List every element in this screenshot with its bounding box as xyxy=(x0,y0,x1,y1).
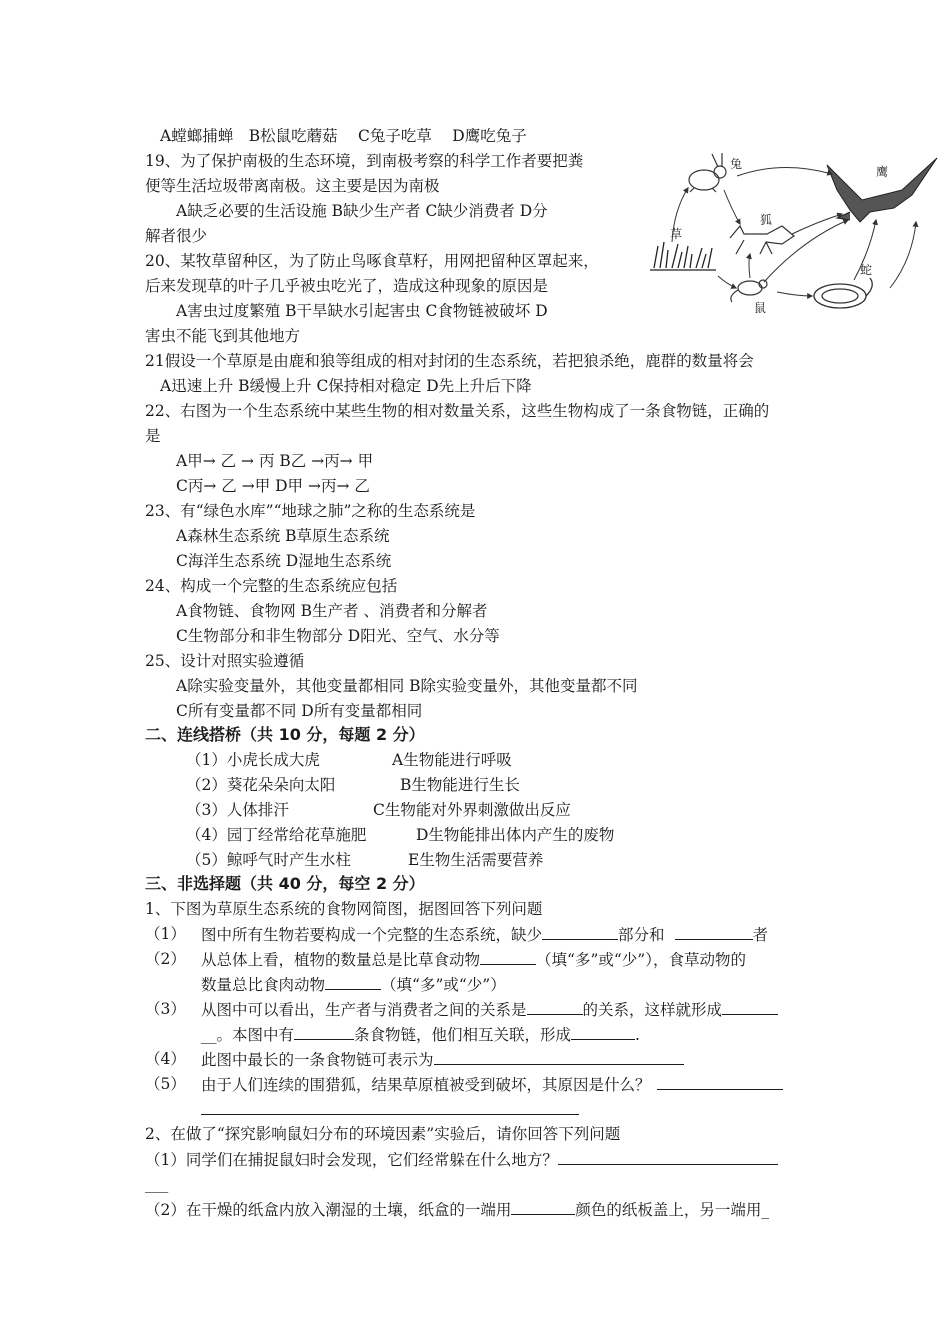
q20-stem-2: 后来发现草的叶子几乎被虫吃光了，造成这种现象的原因是 xyxy=(145,277,549,295)
s3-q1-p3-number: （3） xyxy=(145,1000,186,1018)
blank-5[interactable] xyxy=(527,999,583,1015)
mouse-drawing xyxy=(731,280,767,302)
q20-options-2: 害虫不能飞到其他地方 xyxy=(145,327,301,345)
s3-q2-intro: 2、在做了“探究影响鼠妇分布的环境因素”实验后，请你回答下列问题 xyxy=(145,1125,621,1143)
q20-stem-1: 20、某牧草留种区，为了防止鸟啄食草籽，用网把留种区罩起来， xyxy=(145,252,599,270)
s3-q2-p2: （2）在干燥的纸盒内放入潮湿的土壤，纸盒的一端用 颜色的纸板盖上，另一端用_ xyxy=(145,1201,770,1219)
blank-8[interactable] xyxy=(571,1024,635,1040)
match-right-5: E生物生活需要营养 xyxy=(408,851,544,869)
q25-stem: 25、设计对照实验遵循 xyxy=(145,652,305,670)
q21-stem: 21假设一个草原是由鹿和狼等组成的相对封闭的生态系统，若把狼杀绝，鹿群的数量将会 xyxy=(145,352,754,370)
s3-q1-p2: 从总体上看，植物的数量总是比草食动物 （填“多”或“少”），食草动物的 xyxy=(201,951,746,969)
q25-options-2: C所有变量都不同 D所有变量都相同 xyxy=(176,702,423,720)
q19-stem-1: 19、为了保护南极的生态环境，到南极考察的科学工作者要把粪 xyxy=(145,152,584,170)
food-web-arrows xyxy=(672,167,916,296)
q21-options: A迅速上升 B缓慢上升 C保持相对稳定 D先上升后下降 xyxy=(160,377,532,395)
match-left-4: （4）园丁经常给花草施肥 xyxy=(186,826,367,844)
s3-q1-p5-number: （5） xyxy=(145,1075,186,1093)
food-web-figure xyxy=(632,150,944,320)
s3-q1-p1-number: （1） xyxy=(145,925,186,943)
q23-options-2: C海洋生态系统 D湿地生态系统 xyxy=(176,552,392,570)
section-2-title: 二、连线搭桥（共 10 分，每题 2 分） xyxy=(145,725,425,744)
section-3-title: 三、非选择题（共 40 分，每空 2 分） xyxy=(145,874,425,893)
q23-stem: 23、有“绿色水库”“地球之肺”之称的生态系统是 xyxy=(145,502,476,520)
label-grass: 草 xyxy=(670,227,683,241)
label-fox: 狐 xyxy=(760,213,773,227)
s3-q1-intro: 1、下图为草原生态系统的食物网简图，据图回答下列问题 xyxy=(145,900,543,918)
q20-options-1: A害虫过度繁殖 B干旱缺水引起害虫 C食物链被破坏 D xyxy=(176,302,548,320)
blank-6[interactable] xyxy=(722,999,778,1015)
label-rabbit: 兔 xyxy=(730,157,743,171)
label-mouse: 鼠 xyxy=(754,301,767,315)
s3-q1-p3: 从图中可以看出，生产者与消费者之间的关系是 的关系，这样就形成 xyxy=(201,999,778,1020)
s3-q2-p1: （1）同学们在捕捉鼠妇时会发现，它们经常躲在什么地方？ xyxy=(145,1149,778,1170)
grass-drawing xyxy=(650,242,716,270)
q22-options-1: A甲→ 乙 → 丙 B乙 →丙→ 甲 xyxy=(176,452,374,470)
q22-stem-2: 是 xyxy=(145,427,161,445)
q18-options: A螳螂捕蝉 B松鼠吃蘑菇 C兔子吃草 D鹰吃兔子 xyxy=(160,127,527,145)
blank-1[interactable] xyxy=(542,924,618,940)
q22-stem-1: 22、右图为一个生态系统中某些生物的相对数量关系，这些生物构成了一条食物链，正确的 xyxy=(145,402,770,420)
s3-q1-p2-number: （2） xyxy=(145,950,186,968)
match-right-3: C生物能对外界刺激做出反应 xyxy=(373,801,571,819)
s3-q1-p2-cont: 数量总比食肉动物 （填“多”或“少”） xyxy=(201,976,506,994)
s3-q1-p4-number: （4） xyxy=(145,1050,186,1068)
match-left-5: （5）鲸呼气时产生水柱 xyxy=(186,851,351,869)
s3-q2-p1-cont: ___ xyxy=(145,1175,169,1193)
q19-options-1: A缺乏必要的生活设施 B缺少生产者 C缺少消费者 D分 xyxy=(176,202,548,220)
rabbit-drawing xyxy=(689,153,726,192)
s3-q1-p4: 此图中最长的一条食物链可表示为 xyxy=(201,1049,684,1070)
q24-options-2: C生物部分和非生物部分 D阳光、空气、水分等 xyxy=(176,627,500,645)
match-right-4: D生物能排出体内产生的废物 xyxy=(416,826,615,844)
blank-9[interactable] xyxy=(434,1049,684,1065)
q22-options-2: C丙→ 乙 →甲 D甲 →丙→ 乙 xyxy=(176,477,370,495)
label-eagle: 鹰 xyxy=(876,165,889,179)
blank-3[interactable] xyxy=(480,949,536,965)
q19-options-2: 解者很少 xyxy=(145,227,208,245)
blank-10[interactable] xyxy=(657,1074,783,1090)
q24-stem: 24、构成一个完整的生态系统应包括 xyxy=(145,577,398,595)
q19-stem-2: 便等生活垃圾带离南极。这主要是因为南极 xyxy=(145,177,440,195)
blank-13[interactable] xyxy=(511,1199,575,1215)
match-left-2: （2）葵花朵朵向太阳 xyxy=(186,776,336,794)
match-left-3: （3）人体排汗 xyxy=(186,801,289,819)
q25-options-1: A除实验变量外，其他变量都相同 B除实验变量外，其他变量都不同 xyxy=(176,677,638,695)
label-snake: 蛇 xyxy=(860,263,873,277)
match-left-1: （1）小虎长成大虎 xyxy=(186,751,320,769)
s3-q1-p5-cont xyxy=(201,1099,579,1120)
blank-11[interactable] xyxy=(201,1099,579,1115)
s3-q1-p1: 图中所有生物若要构成一个完整的生态系统，缺少 部分和 者 xyxy=(201,926,769,944)
blank-7[interactable] xyxy=(294,1024,354,1040)
match-right-2: B生物能进行生长 xyxy=(400,776,520,794)
snake-drawing xyxy=(814,278,872,308)
match-right-1: A生物能进行呼吸 xyxy=(392,751,512,769)
fox-drawing xyxy=(730,226,794,254)
blank-4[interactable] xyxy=(325,974,381,990)
blank-12[interactable] xyxy=(558,1149,778,1165)
s3-q1-p5: 由于人们连续的围猎狐，结果草原植被受到破坏，其原因是什么？ xyxy=(201,1074,783,1095)
s3-q1-p3-cont: __。本图中有 条食物链，他们相互关联，形成 . xyxy=(201,1026,640,1044)
q23-options-1: A森林生态系统 B草原生态系统 xyxy=(176,527,390,545)
blank-2[interactable] xyxy=(675,924,753,940)
q24-options-1: A食物链、食物网 B生产者 、消费者和分解者 xyxy=(176,602,488,620)
